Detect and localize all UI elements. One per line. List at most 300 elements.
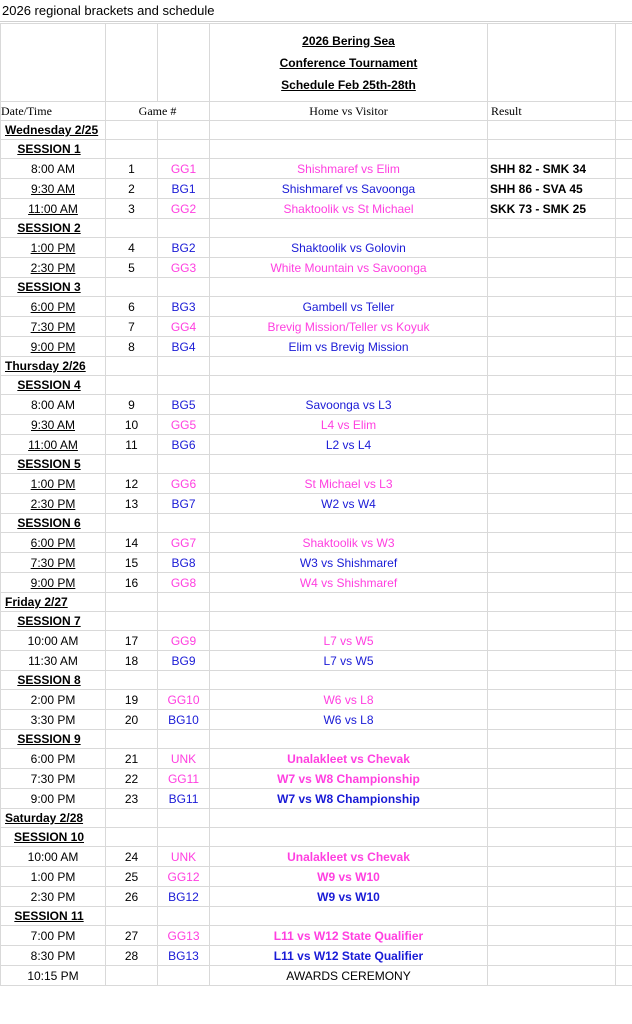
- game-result: [488, 847, 616, 867]
- game-number: 3: [106, 199, 158, 219]
- game-time: 6:00 PM: [1, 297, 106, 317]
- game-code: GG11: [158, 769, 210, 789]
- empty-cell: [616, 907, 632, 926]
- game-row: [1, 769, 632, 789]
- header-row: [1, 102, 632, 121]
- empty-cell: [616, 317, 632, 337]
- empty-cell: [616, 730, 632, 749]
- game-number: 14: [106, 533, 158, 553]
- game-row: [1, 847, 632, 867]
- game-number: 25: [106, 867, 158, 887]
- game-time: 8:00 AM: [1, 159, 106, 179]
- empty-cell: [616, 219, 632, 238]
- game-matchup: Elim vs Brevig Mission: [210, 337, 488, 357]
- session-label: SESSION 10: [1, 828, 106, 847]
- game-time: 6:00 PM: [1, 749, 106, 769]
- empty-cell: [158, 907, 210, 926]
- game-matchup: Shishmaref vs Savoonga: [210, 179, 488, 199]
- empty-cell: [616, 514, 632, 533]
- header-matchup: Home vs Visitor: [210, 102, 488, 121]
- game-matchup: W7 vs W8 Championship: [210, 789, 488, 809]
- game-result: SHH 86 - SVA 45: [488, 179, 616, 199]
- game-matchup: W3 vs Shishmaref: [210, 553, 488, 573]
- session-row: [1, 612, 632, 631]
- empty-cell: [106, 671, 158, 690]
- day-label: Wednesday 2/25: [1, 121, 106, 140]
- tournament-title: [210, 24, 488, 102]
- game-time: 11:00 AM: [1, 435, 106, 455]
- game-row: [1, 415, 632, 435]
- empty-cell: [616, 199, 632, 219]
- game-time: 3:30 PM: [1, 710, 106, 730]
- game-result: [488, 297, 616, 317]
- empty-cell: [210, 121, 488, 140]
- game-number: 5: [106, 258, 158, 278]
- empty-cell: [488, 121, 616, 140]
- game-row: [1, 887, 632, 907]
- game-matchup: W6 vs L8: [210, 710, 488, 730]
- game-time: 2:30 PM: [1, 258, 106, 278]
- title-row: [1, 24, 632, 102]
- game-number: 1: [106, 159, 158, 179]
- empty-cell: [616, 395, 632, 415]
- empty-cell: [488, 357, 616, 376]
- day-row: [1, 357, 632, 376]
- empty-cell: [488, 514, 616, 533]
- empty-cell: [106, 809, 158, 828]
- game-code: BG9: [158, 651, 210, 671]
- game-number: 8: [106, 337, 158, 357]
- empty-cell: [616, 357, 632, 376]
- empty-cell: [616, 671, 632, 690]
- day-row: [1, 121, 632, 140]
- game-row: [1, 395, 632, 415]
- empty-cell: [488, 809, 616, 828]
- empty-cell: [210, 278, 488, 297]
- game-result: [488, 395, 616, 415]
- empty-cell: [488, 455, 616, 474]
- game-code: BG10: [158, 710, 210, 730]
- game-time: 8:30 PM: [1, 946, 106, 966]
- game-time: 7:30 PM: [1, 317, 106, 337]
- game-code: BG7: [158, 494, 210, 514]
- empty-cell: [158, 730, 210, 749]
- game-code: GG3: [158, 258, 210, 278]
- game-number: 6: [106, 297, 158, 317]
- game-number: 17: [106, 631, 158, 651]
- game-code: GG2: [158, 199, 210, 219]
- game-time: 7:30 PM: [1, 553, 106, 573]
- game-number: 7: [106, 317, 158, 337]
- game-time: 1:00 PM: [1, 474, 106, 494]
- game-number: 4: [106, 238, 158, 258]
- game-time: 9:00 PM: [1, 789, 106, 809]
- game-matchup: Gambell vs Teller: [210, 297, 488, 317]
- game-matchup: L2 vs L4: [210, 435, 488, 455]
- session-row: [1, 140, 632, 159]
- game-matchup: L11 vs W12 State Qualifier: [210, 926, 488, 946]
- empty-cell: [616, 966, 632, 986]
- empty-cell: [616, 828, 632, 847]
- game-code: BG6: [158, 435, 210, 455]
- game-row: [1, 179, 632, 199]
- game-result: [488, 966, 616, 986]
- game-row: [1, 573, 632, 593]
- game-time: 9:00 PM: [1, 337, 106, 357]
- game-matchup: L11 vs W12 State Qualifier: [210, 946, 488, 966]
- game-code: GG6: [158, 474, 210, 494]
- empty-cell: [158, 121, 210, 140]
- game-time: 7:30 PM: [1, 769, 106, 789]
- empty-cell: [106, 140, 158, 159]
- game-time: 11:00 AM: [1, 199, 106, 219]
- game-result: [488, 631, 616, 651]
- header-datetime: Date/Time: [1, 102, 106, 121]
- game-number: 11: [106, 435, 158, 455]
- day-label: Friday 2/27: [1, 593, 106, 612]
- empty-cell: [106, 455, 158, 474]
- empty-cell: [106, 907, 158, 926]
- empty-cell: [616, 612, 632, 631]
- session-label: SESSION 9: [1, 730, 106, 749]
- game-matchup: W4 vs Shishmaref: [210, 573, 488, 593]
- game-code: BG8: [158, 553, 210, 573]
- empty-cell: [158, 828, 210, 847]
- game-matchup: Unalakleet vs Chevak: [210, 847, 488, 867]
- session-row: [1, 907, 632, 926]
- empty-cell: [616, 867, 632, 887]
- game-time: 2:30 PM: [1, 887, 106, 907]
- empty-cell: [616, 946, 632, 966]
- empty-cell: [210, 671, 488, 690]
- game-row: [1, 553, 632, 573]
- session-label: SESSION 11: [1, 907, 106, 926]
- schedule-table: [0, 23, 632, 986]
- empty-cell: [616, 376, 632, 395]
- game-matchup: AWARDS CEREMONY: [210, 966, 488, 986]
- session-row: [1, 455, 632, 474]
- game-matchup: St Michael vs L3: [210, 474, 488, 494]
- game-number: 16: [106, 573, 158, 593]
- header-game: Game #: [106, 102, 210, 121]
- game-number: 28: [106, 946, 158, 966]
- game-row: [1, 651, 632, 671]
- empty-cell: [488, 828, 616, 847]
- empty-cell: [488, 376, 616, 395]
- empty-cell: [616, 573, 632, 593]
- empty-cell: [616, 690, 632, 710]
- game-result: [488, 887, 616, 907]
- game-row: [1, 297, 632, 317]
- empty-cell: [616, 297, 632, 317]
- empty-cell: [616, 121, 632, 140]
- game-matchup: White Mountain vs Savoonga: [210, 258, 488, 278]
- game-time: 2:00 PM: [1, 690, 106, 710]
- empty-cell: [488, 219, 616, 238]
- empty-cell: [488, 671, 616, 690]
- session-label: SESSION 6: [1, 514, 106, 533]
- empty-cell: [616, 749, 632, 769]
- empty-cell: [210, 376, 488, 395]
- game-number: 12: [106, 474, 158, 494]
- game-number: 20: [106, 710, 158, 730]
- game-number: 24: [106, 847, 158, 867]
- empty-cell: [616, 415, 632, 435]
- game-row: [1, 867, 632, 887]
- empty-cell: [158, 809, 210, 828]
- game-number: 27: [106, 926, 158, 946]
- empty-cell: [616, 159, 632, 179]
- game-matchup: W9 vs W10: [210, 887, 488, 907]
- day-label: Saturday 2/28: [1, 809, 106, 828]
- empty-cell: [158, 455, 210, 474]
- sheet-tab-title: 2026 regional brackets and schedule: [0, 0, 632, 22]
- empty-cell: [158, 514, 210, 533]
- game-matchup: Shishmaref vs Elim: [210, 159, 488, 179]
- game-number: 18: [106, 651, 158, 671]
- game-number: 26: [106, 887, 158, 907]
- session-label: SESSION 5: [1, 455, 106, 474]
- game-row: [1, 690, 632, 710]
- game-code: BG11: [158, 789, 210, 809]
- day-row: [1, 809, 632, 828]
- game-row: [1, 258, 632, 278]
- title-line-3: Schedule Feb 25th-28th: [281, 77, 416, 92]
- game-time: 10:00 AM: [1, 847, 106, 867]
- game-code: GG10: [158, 690, 210, 710]
- game-row: [1, 494, 632, 514]
- game-time: 10:15 PM: [1, 966, 106, 986]
- game-number: 19: [106, 690, 158, 710]
- empty-cell: [616, 651, 632, 671]
- game-time: 10:00 AM: [1, 631, 106, 651]
- game-row: [1, 474, 632, 494]
- empty-cell: [106, 357, 158, 376]
- session-row: [1, 376, 632, 395]
- game-row: [1, 710, 632, 730]
- game-result: [488, 533, 616, 553]
- game-row: [1, 337, 632, 357]
- empty-cell: [210, 219, 488, 238]
- empty-cell: [106, 376, 158, 395]
- empty-cell: [616, 710, 632, 730]
- empty-cell: [158, 612, 210, 631]
- empty-cell: [106, 828, 158, 847]
- empty-cell: [488, 140, 616, 159]
- game-time: 9:00 PM: [1, 573, 106, 593]
- header-result: Result: [488, 102, 616, 121]
- empty-cell: [616, 455, 632, 474]
- session-label: SESSION 8: [1, 671, 106, 690]
- game-number: 23: [106, 789, 158, 809]
- game-matchup: L7 vs W5: [210, 651, 488, 671]
- game-code: GG7: [158, 533, 210, 553]
- game-row: [1, 238, 632, 258]
- game-time: 8:00 AM: [1, 395, 106, 415]
- game-code: UNK: [158, 847, 210, 867]
- game-result: [488, 317, 616, 337]
- game-time: 9:30 AM: [1, 179, 106, 199]
- empty-cell: [616, 337, 632, 357]
- empty-cell: [488, 730, 616, 749]
- game-row: [1, 159, 632, 179]
- game-row: [1, 749, 632, 769]
- session-label: SESSION 2: [1, 219, 106, 238]
- game-number: 22: [106, 769, 158, 789]
- game-row: [1, 966, 632, 986]
- empty-cell: [210, 140, 488, 159]
- empty-cell: [106, 121, 158, 140]
- empty-cell: [158, 219, 210, 238]
- game-result: [488, 926, 616, 946]
- game-code: BG12: [158, 887, 210, 907]
- game-matchup: Unalakleet vs Chevak: [210, 749, 488, 769]
- game-result: [488, 435, 616, 455]
- game-time: 7:00 PM: [1, 926, 106, 946]
- empty-cell: [158, 278, 210, 297]
- empty-cell: [616, 593, 632, 612]
- game-time: 6:00 PM: [1, 533, 106, 553]
- game-result: [488, 946, 616, 966]
- empty-cell: [616, 494, 632, 514]
- game-result: SHH 82 - SMK 34: [488, 159, 616, 179]
- day-label: Thursday 2/26: [1, 357, 106, 376]
- game-code: BG4: [158, 337, 210, 357]
- empty-cell: [158, 593, 210, 612]
- game-result: [488, 337, 616, 357]
- game-code: GG4: [158, 317, 210, 337]
- game-code: GG9: [158, 631, 210, 651]
- game-matchup: Brevig Mission/Teller vs Koyuk: [210, 317, 488, 337]
- game-result: [488, 769, 616, 789]
- game-result: SKK 73 - SMK 25: [488, 199, 616, 219]
- session-label: SESSION 3: [1, 278, 106, 297]
- game-row: [1, 946, 632, 966]
- empty-cell: [158, 671, 210, 690]
- empty-cell: [616, 474, 632, 494]
- game-time: 1:00 PM: [1, 238, 106, 258]
- empty-cell: [210, 514, 488, 533]
- empty-cell: [210, 730, 488, 749]
- game-result: [488, 474, 616, 494]
- game-row: [1, 317, 632, 337]
- empty-cell: [616, 631, 632, 651]
- session-row: [1, 730, 632, 749]
- game-code: UNK: [158, 749, 210, 769]
- session-label: SESSION 4: [1, 376, 106, 395]
- empty-cell: [488, 907, 616, 926]
- game-result: [488, 789, 616, 809]
- game-row: [1, 199, 632, 219]
- game-code: BG1: [158, 179, 210, 199]
- game-matchup: W9 vs W10: [210, 867, 488, 887]
- game-code: GG8: [158, 573, 210, 593]
- game-row: [1, 926, 632, 946]
- game-matchup: Shaktoolik vs Golovin: [210, 238, 488, 258]
- empty-cell: [210, 593, 488, 612]
- session-row: [1, 671, 632, 690]
- game-result: [488, 238, 616, 258]
- game-time: 11:30 AM: [1, 651, 106, 671]
- game-matchup: W6 vs L8: [210, 690, 488, 710]
- game-result: [488, 573, 616, 593]
- game-result: [488, 651, 616, 671]
- game-row: [1, 789, 632, 809]
- empty-cell: [616, 140, 632, 159]
- empty-cell: [488, 593, 616, 612]
- game-row: [1, 435, 632, 455]
- empty-cell: [210, 455, 488, 474]
- day-row: [1, 593, 632, 612]
- game-matchup: Shaktoolik vs St Michael: [210, 199, 488, 219]
- empty-cell: [616, 278, 632, 297]
- empty-cell: [616, 435, 632, 455]
- game-result: [488, 749, 616, 769]
- title-line-2: Conference Tournament: [279, 55, 418, 70]
- game-number: 15: [106, 553, 158, 573]
- game-result: [488, 258, 616, 278]
- game-time: 2:30 PM: [1, 494, 106, 514]
- empty-cell: [616, 769, 632, 789]
- game-matchup: L7 vs W5: [210, 631, 488, 651]
- empty-cell: [106, 219, 158, 238]
- game-row: [1, 631, 632, 651]
- game-row: [1, 533, 632, 553]
- empty-cell: [616, 887, 632, 907]
- empty-cell: [616, 179, 632, 199]
- session-row: [1, 278, 632, 297]
- game-matchup: W7 vs W8 Championship: [210, 769, 488, 789]
- game-code: [158, 966, 210, 986]
- game-code: GG13: [158, 926, 210, 946]
- game-result: [488, 415, 616, 435]
- session-label: SESSION 7: [1, 612, 106, 631]
- game-code: GG5: [158, 415, 210, 435]
- empty-cell: [210, 612, 488, 631]
- empty-cell: [210, 828, 488, 847]
- game-matchup: W2 vs W4: [210, 494, 488, 514]
- game-result: [488, 867, 616, 887]
- empty-cell: [488, 612, 616, 631]
- game-number: 13: [106, 494, 158, 514]
- empty-cell: [616, 238, 632, 258]
- game-code: BG13: [158, 946, 210, 966]
- empty-cell: [210, 907, 488, 926]
- game-code: BG2: [158, 238, 210, 258]
- empty-cell: [616, 258, 632, 278]
- empty-cell: [158, 376, 210, 395]
- session-label: SESSION 1: [1, 140, 106, 159]
- session-row: [1, 514, 632, 533]
- game-code: GG1: [158, 159, 210, 179]
- empty-cell: [616, 847, 632, 867]
- game-code: GG12: [158, 867, 210, 887]
- empty-cell: [616, 809, 632, 828]
- game-code: BG5: [158, 395, 210, 415]
- game-number: 10: [106, 415, 158, 435]
- game-result: [488, 710, 616, 730]
- empty-cell: [106, 612, 158, 631]
- game-number: 2: [106, 179, 158, 199]
- game-result: [488, 553, 616, 573]
- empty-cell: [616, 926, 632, 946]
- game-matchup: L4 vs Elim: [210, 415, 488, 435]
- empty-cell: [488, 278, 616, 297]
- empty-cell: [106, 593, 158, 612]
- empty-cell: [616, 533, 632, 553]
- empty-cell: [106, 278, 158, 297]
- game-code: BG3: [158, 297, 210, 317]
